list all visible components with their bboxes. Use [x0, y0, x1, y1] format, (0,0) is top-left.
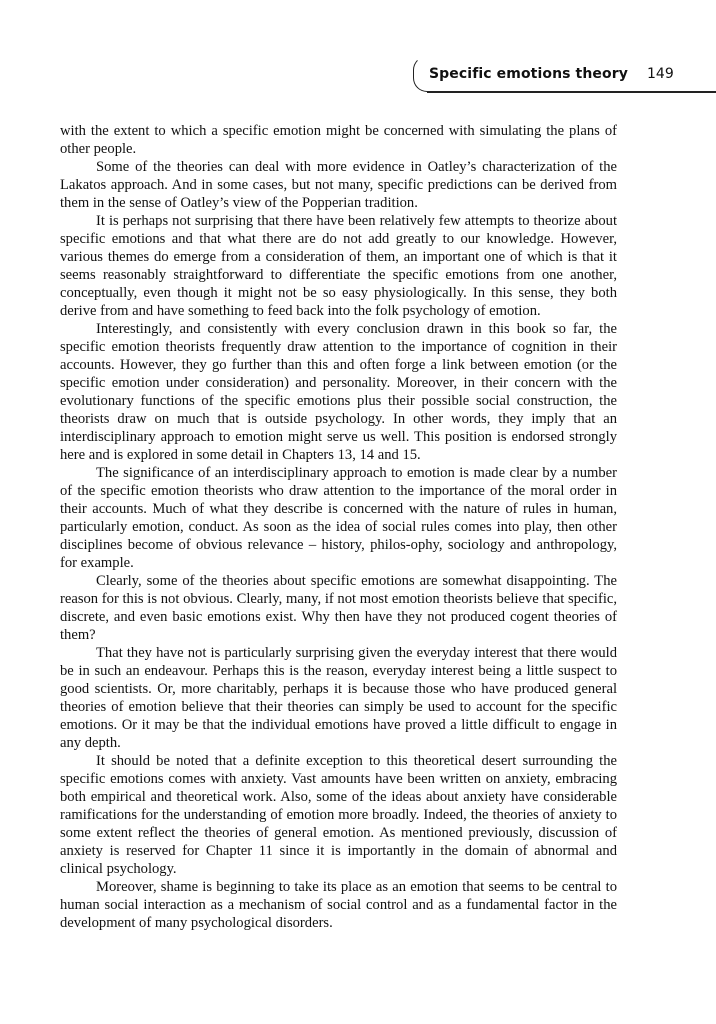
- running-title: Specific emotions theory: [429, 66, 628, 82]
- paragraph: It should be noted that a definite exception to this theoretical desert surrounding the specific emotions comes with anxiety. Vast amounts have been written on anxiety, embracing both empirical and theoretical work. Also, some of the ideas about anxiety have considerable ramifications for the understanding of emotion more broadly. Indeed, the theories of anxiety to some extent reflect the theories of general emotion. As mentioned previously, discussion of anxiety is reserved for Chapter 11 since it is importantly in the domain of abnormal and clinical psychology.: [60, 753, 617, 877]
- paragraph-continued: with the extent to which a specific emotion might be concerned with simulating the plans of other people.: [60, 123, 617, 157]
- paragraph: It is perhaps not surprising that there have been relatively few attempts to theorize about specific emotions and that what there are do not add greatly to our knowledge. However, various themes do emerge from a consideration of them, an important one of which is that it seems reasonably straightforward to differentiate the specific emotions from one another, conceptually, even though it might not be so easy physiologically. In this sense, they both derive from and have something to feed back into the folk psychology of emotion.: [60, 213, 617, 319]
- paragraph: Moreover, shame is beginning to take its place as an emotion that seems to be central to human social interaction as a mechanism of social control and as a fundamental factor in the development of many psychological disorders.: [60, 879, 617, 931]
- paragraph: Interestingly, and consistently with every conclusion drawn in this book so far, the specific emotion theorists frequently draw attention to the importance of cognition in their accounts. However, they go further than this and often forge a link between emotion (or the specific emotion under consideration) and personality. Moreover, in their concern with the evolutionary functions of the specific emotions plus their possible social construction, the theorists draw on much that is outside psychology. In other words, they imply that an interdisciplinary approach to emotion might serve us well. This position is endorsed strongly here and is explored in some detail in Chapters 13, 14 and 15.: [60, 321, 617, 463]
- body-text: [60, 122, 617, 932]
- paragraph: That they have not is particularly surprising given the everyday interest that there would be in such an endeavour. Perhaps this is the reason, everyday interest being a little suspect to good scientists. Or, more charitably, perhaps it is because those who have produced general theories of emotion believe that their theories can simply be used to account for the specific emotions. Or it may be that the individual emotions have proved a little difficult to engage in any depth.: [60, 645, 617, 751]
- paragraph: Clearly, some of the theories about specific emotions are somewhat disappointing. The reason for this is not obvious. Clearly, many, if not most emotion theorists believe that specific, discrete, and even basic emotions exist. Why then have they not produced cogent theories of them?: [60, 573, 617, 643]
- page-number: 149: [647, 66, 674, 82]
- paragraph: Some of the theories can deal with more evidence in Oatley’s characterization of the Lakatos approach. And in some cases, but not many, specific predictions can be derived from them in the sense of Oatley’s view of the Popperian tradition.: [60, 159, 617, 211]
- header-rule: [427, 92, 716, 93]
- running-header: [413, 56, 716, 94]
- paragraph: The significance of an interdisciplinary approach to emotion is made clear by a number of the specific emotion theorists who draw attention to the importance of the moral order in their accounts. Much of what they describe is concerned with the nature of rules in human, particularly emotion, conduct. As soon as the idea of social rules comes into play, then other disciplines become of obvious relevance – history, philos-ophy, sociology and anthropology, for example.: [60, 465, 617, 571]
